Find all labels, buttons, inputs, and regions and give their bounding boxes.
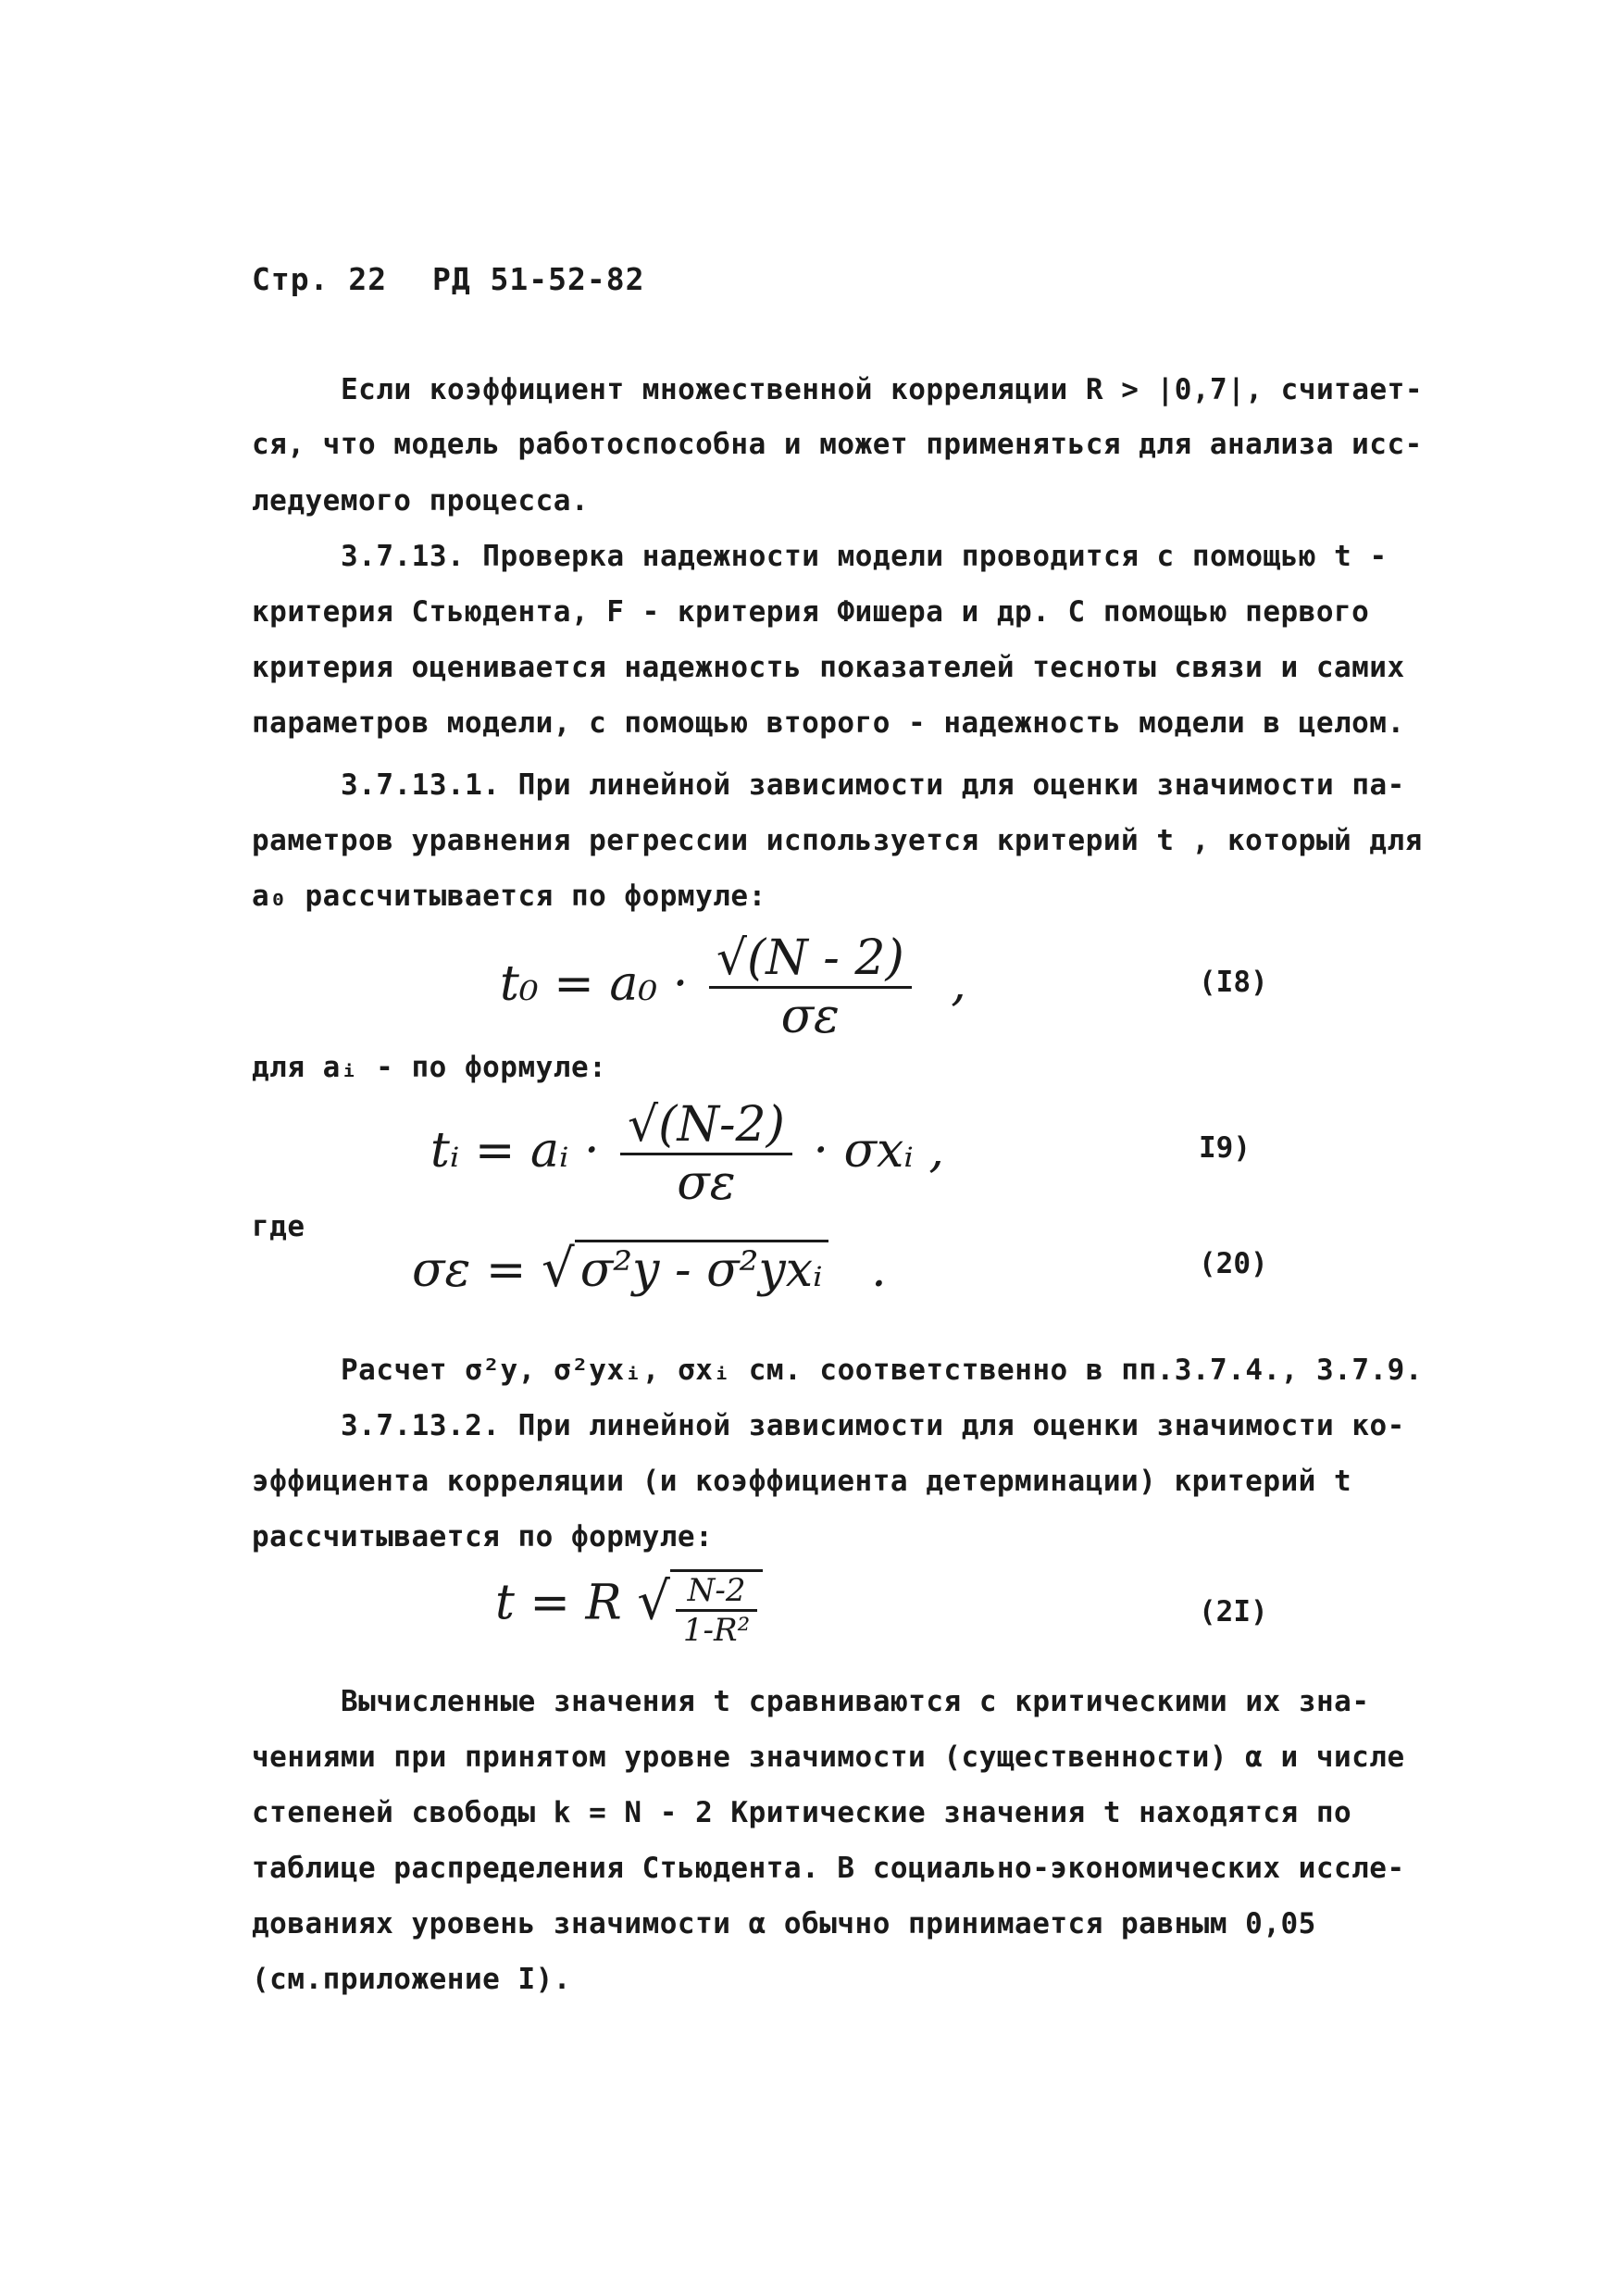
paragraph-line: (см.приложение I). <box>252 1963 571 1996</box>
equation-lhs: tᵢ = aᵢ · <box>430 1123 600 1179</box>
equation-20 <box>412 1239 887 1299</box>
paragraph-line: Если коэффициент множественной корреляции R > |0,7|, считает- <box>341 373 1423 406</box>
paragraph-line: чениями при принятом уровне значимости (существенности) α и числе <box>252 1741 1405 1774</box>
fraction <box>620 1097 792 1211</box>
section-heading-3-7-13-2: 3.7.13.2. При линейной зависимости для оценки значимости ко- <box>341 1409 1405 1442</box>
page-header <box>252 261 645 297</box>
paragraph-line: Вычисленные значения t сравниваются с критическими их зна- <box>341 1685 1370 1718</box>
equation-number: (20) <box>1199 1247 1268 1280</box>
equation-tail: · σxᵢ , <box>813 1123 944 1179</box>
paragraph-line: для aᵢ - по формуле: <box>252 1051 607 1084</box>
fraction-denominator: 1-R² <box>682 1612 751 1649</box>
fraction-denominator: σε <box>677 1155 736 1211</box>
equation-number: (2I) <box>1199 1595 1268 1628</box>
paragraph-line: ся, что модель работоспособна и может применяться для анализа исс- <box>252 428 1423 461</box>
equation-tail: . <box>871 1242 887 1298</box>
paragraph-line: где <box>252 1210 305 1243</box>
equation-lhs: t = R <box>495 1575 622 1631</box>
equation-18 <box>500 930 966 1044</box>
paragraph-line: таблице распределения Стьюдента. В социально-экономических иссле- <box>252 1852 1405 1885</box>
paragraph-line: раметров уравнения регрессии используется критерий t , который для <box>252 824 1423 857</box>
paragraph-line: эффициента корреляции (и коэффициента детерминации) критерий t <box>252 1465 1352 1498</box>
page-number: Стр. 22 <box>252 261 388 297</box>
document-code: РД 51-52-82 <box>431 261 645 297</box>
radicand: σ²y - σ²yxᵢ <box>575 1240 828 1298</box>
section-heading-3-7-13-1: 3.7.13.1. При линейной зависимости для оценки значимости па- <box>341 768 1405 802</box>
paragraph-line: дованиях уровень значимости α обычно принимается равным 0,05 <box>252 1907 1316 1940</box>
radicand <box>670 1569 763 1649</box>
paragraph-line: a₀ рассчитывается по формуле: <box>252 880 766 913</box>
paragraph-line: степеней свободы k = N - 2 Критические значения t находятся по <box>252 1796 1352 1829</box>
paragraph-line: ледуемого процесса. <box>252 484 590 518</box>
equation-tail: , <box>951 956 966 1012</box>
paragraph-line: Расчет σ²y, σ²yxᵢ, σxᵢ см. соответственно в пп.3.7.4., 3.7.9. <box>341 1354 1423 1387</box>
equation-19 <box>430 1097 944 1211</box>
equation-lhs: σε = <box>412 1242 527 1298</box>
fraction-numerator: √(N - 2) <box>709 930 912 989</box>
fraction <box>709 930 912 1044</box>
radical-sign: √ <box>637 1571 670 1632</box>
paragraph-line: критерия Стьюдента, F - критерия Фишера и др. С помощью первого <box>252 595 1370 629</box>
fraction-denominator: σε <box>780 989 840 1044</box>
radical-sign: √ <box>542 1239 575 1299</box>
equation-21 <box>495 1569 763 1649</box>
section-heading-3-7-13: 3.7.13. Проверка надежности модели проводится с помощью t - <box>341 540 1388 573</box>
fraction-numerator: N-2 <box>676 1572 757 1612</box>
fraction-numerator: √(N-2) <box>620 1097 792 1155</box>
paragraph-line: рассчитывается по формуле: <box>252 1520 714 1554</box>
equation-lhs: t₀ = a₀ · <box>500 956 689 1012</box>
paragraph-line: параметров модели, с помощью второго - надежность модели в целом. <box>252 706 1405 740</box>
equation-number: (I8) <box>1199 966 1268 999</box>
paragraph-line: критерия оценивается надежность показателей тесноты связи и самих <box>252 651 1405 684</box>
equation-number: I9) <box>1199 1131 1251 1165</box>
fraction <box>676 1572 757 1649</box>
